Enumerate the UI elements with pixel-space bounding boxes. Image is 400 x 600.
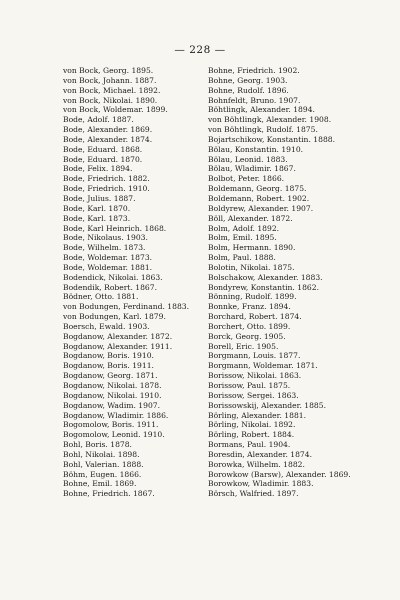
list-entry: Bondyrew, Konstantin. 1862. bbox=[208, 282, 319, 292]
list-entry: Borell, Eric. 1905. bbox=[208, 341, 279, 351]
list-entry: Bohl, Valerian. 1888. bbox=[63, 459, 144, 469]
list-entry: Bohne, Friedrich. 1867. bbox=[63, 489, 155, 499]
list-entry: Bolm, Adolf. 1892. bbox=[208, 223, 280, 233]
list-entry: Bode, Karl. 1870. bbox=[63, 203, 131, 213]
list-entry: Bogdanow, Nikolai. 1910. bbox=[63, 390, 162, 400]
list-entry: von Bodungen, Ferdinand. 1883. bbox=[63, 302, 190, 312]
list-entry: Bode, Wilhelm. 1873. bbox=[63, 243, 146, 253]
list-entry: Bode, Karl. 1873. bbox=[63, 213, 131, 223]
list-entry: Boldemann, Georg. 1875. bbox=[208, 184, 307, 194]
list-entry: Borowkow (Barsw), Alexander. 1869. bbox=[208, 469, 351, 479]
list-entry: Borowka, Wilhelm. 1882. bbox=[208, 459, 305, 469]
list-entry: Bormans, Paul. 1904. bbox=[208, 440, 291, 450]
list-entry: Bohne, Emil. 1869. bbox=[63, 479, 137, 489]
list-entry: Borissowskij, Alexander. 1885. bbox=[208, 400, 327, 410]
list-entry: Boldemann, Robert. 1902. bbox=[208, 193, 310, 203]
list-entry: Bode, Felix. 1894. bbox=[63, 164, 133, 174]
list-entry: Bolm, Emil. 1895. bbox=[208, 233, 277, 243]
list-entry: Bonnke, Franz. 1894. bbox=[208, 302, 291, 312]
list-entry: von Bock, Johann. 1887. bbox=[63, 75, 157, 85]
list-entry: von Böhtlingk, Alexander. 1908. bbox=[208, 115, 332, 125]
list-entry: Bolm, Hermann. 1890. bbox=[208, 243, 296, 253]
list-entry: Bödner, Otto. 1881. bbox=[63, 292, 139, 302]
left-name-column bbox=[63, 66, 195, 499]
list-entry: Bodendick, Nikolai. 1863. bbox=[63, 272, 163, 282]
list-entry: Bogomolow, Boris. 1911. bbox=[63, 420, 159, 430]
list-entry: Bogomolow, Leonid. 1910. bbox=[63, 430, 165, 440]
page-number: — 228 — bbox=[174, 44, 226, 56]
list-entry: Bölau, Leonid. 1883. bbox=[208, 154, 288, 164]
list-entry: Bogdanow, Wadim. 1907. bbox=[63, 400, 161, 410]
list-entry: Boldyrew, Alexander. 1907. bbox=[208, 203, 314, 213]
list-entry: Borissow, Nikolai. 1863. bbox=[208, 371, 302, 381]
list-entry: Bogdanow, Alexander. 1872. bbox=[63, 331, 173, 341]
list-entry: Bode, Julius. 1887. bbox=[63, 193, 136, 203]
list-entry: Bogdanow, Boris. 1911. bbox=[63, 361, 154, 371]
list-entry: Bojartschikow, Konstantin. 1888. bbox=[208, 134, 336, 144]
list-entry: Böhm, Eugen. 1866. bbox=[63, 469, 142, 479]
list-entry: Borchert, Otto. 1899. bbox=[208, 321, 291, 331]
list-entry: Borchard, Robert. 1874. bbox=[208, 312, 302, 322]
list-entry: Bönning, Rudolf. 1899. bbox=[208, 292, 297, 302]
list-entry: Bode, Eduard. 1870. bbox=[63, 154, 143, 164]
list-entry: Borgmann, Woldemar. 1871. bbox=[208, 361, 318, 371]
list-entry: Bolbot, Peter. 1866. bbox=[208, 174, 285, 184]
list-entry: Bode, Karl Heinrich. 1868. bbox=[63, 223, 167, 233]
list-entry: Bode, Friedrich. 1882. bbox=[63, 174, 150, 184]
list-entry: Börsch, Walfried. 1897. bbox=[208, 489, 299, 499]
list-entry: Bohnfeldt, Bruno. 1907. bbox=[208, 95, 301, 105]
list-entry: Borgmann, Louis. 1877. bbox=[208, 351, 301, 361]
list-entry: Bohl, Nikolai. 1898. bbox=[63, 449, 140, 459]
list-entry: Borowkow, Wladimir. 1883. bbox=[208, 479, 314, 489]
list-entry: Bohne, Friedrich. 1902. bbox=[208, 66, 300, 75]
list-entry: Bölau, Konstantin. 1910. bbox=[208, 144, 304, 154]
list-entry: von Bock, Georg. 1895. bbox=[63, 66, 154, 75]
list-entry: von Bock, Michael. 1892. bbox=[63, 85, 161, 95]
list-entry: Bode, Adolf. 1887. bbox=[63, 115, 134, 125]
list-entry: Bode, Woldemar. 1873. bbox=[63, 253, 153, 263]
list-entry: Bolm, Paul. 1888. bbox=[208, 253, 276, 263]
list-entry: Bogdanow, Georg. 1871. bbox=[63, 371, 158, 381]
list-entry: Borck, Georg. 1905. bbox=[208, 331, 286, 341]
list-entry: Bode, Nikolaus. 1903. bbox=[63, 233, 148, 243]
list-entry: Bode, Woldemar. 1881. bbox=[63, 262, 153, 272]
list-entry: Borissow, Paul. 1875. bbox=[208, 381, 291, 390]
list-entry: Boersch, Ewald. 1903. bbox=[63, 321, 150, 331]
list-entry: Bode, Friedrich. 1910. bbox=[63, 184, 150, 194]
list-entry: Bode, Eduard. 1868. bbox=[63, 144, 143, 154]
list-entry: Bolotin, Nikolai. 1875. bbox=[208, 262, 295, 272]
list-entry: Börling, Robert. 1884. bbox=[208, 430, 295, 440]
list-entry: Borissow, Sergei. 1863. bbox=[208, 390, 299, 400]
list-entry: Bogdanow, Alexander. 1911. bbox=[63, 341, 173, 351]
list-entry: Boresdin, Alexander. 1874. bbox=[208, 449, 313, 459]
list-entry: von Bock, Woldemar. 1899. bbox=[63, 105, 168, 115]
list-entry: Bogdanow, Nikolai. 1878. bbox=[63, 381, 162, 390]
list-entry: von Bodungen, Karl. 1879. bbox=[63, 312, 166, 322]
list-entry: von Bock, Nikolai. 1890. bbox=[63, 95, 158, 105]
list-entry: Börling, Nikolai. 1892. bbox=[208, 420, 296, 430]
right-name-column bbox=[208, 66, 358, 499]
list-entry: Bogdanow, Wladimir. 1886. bbox=[63, 410, 169, 420]
list-entry: Bolschakow, Alexander. 1883. bbox=[208, 272, 323, 282]
list-entry: Börling, Alexander. 1881. bbox=[208, 410, 307, 420]
list-entry: Böll, Alexander. 1872. bbox=[208, 213, 293, 223]
list-entry: Bodendik, Robert. 1867. bbox=[63, 282, 158, 292]
list-entry: Bode, Alexander. 1869. bbox=[63, 125, 153, 135]
list-entry: Bohne, Rudolf. 1896. bbox=[208, 85, 289, 95]
list-entry: Böhtlingk, Alexander. 1894. bbox=[208, 105, 315, 115]
list-entry: Bode, Alexander. 1874. bbox=[63, 134, 153, 144]
list-entry: Bohl, Boris. 1878. bbox=[63, 440, 132, 450]
list-entry: Bölau, Wladimir. 1867. bbox=[208, 164, 296, 174]
list-entry: von Böhtlingk, Rudolf. 1875. bbox=[208, 125, 318, 135]
list-entry: Bogdanow, Boris. 1910. bbox=[63, 351, 154, 361]
list-entry: Bohne, Georg. 1903. bbox=[208, 75, 288, 85]
